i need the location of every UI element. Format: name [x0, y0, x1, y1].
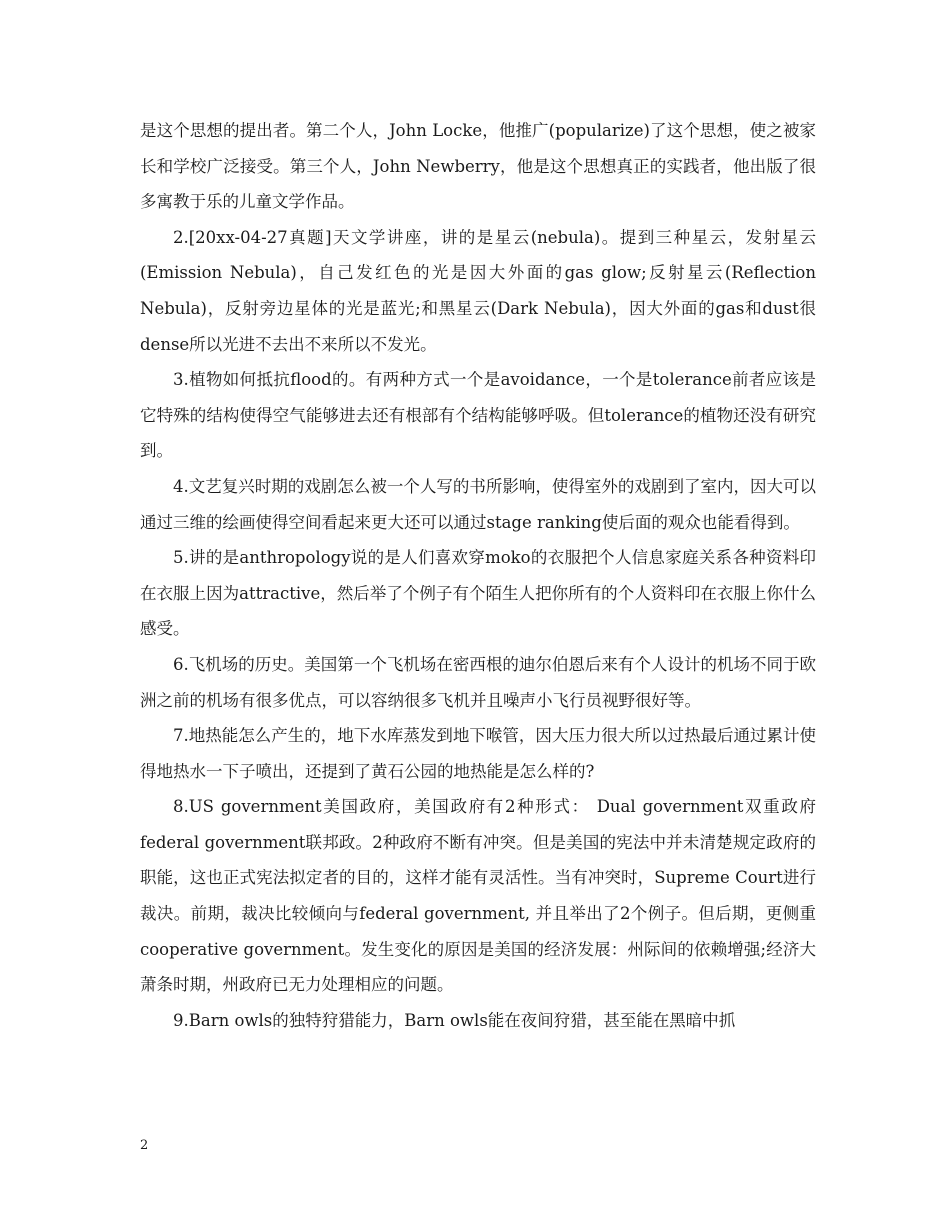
paragraph-item-3: 3.植物如何抵抗flood的。有两种方式一个是avoidance，一个是tolerance前者应该是它特殊的结构使得空气能够进去还有根部有个结构能够呼吸。但tolerance的植物还没有研究到。 — [140, 370, 816, 461]
page-number: 2 — [140, 1138, 149, 1153]
paragraph-item-2: 2.[20xx-04-27真题]天文学讲座，讲的是星云(nebula)。提到三种星云，发射星云(Emission Nebula)，自己发红色的光是因大外面的gas glow;反射星云(Reflection Nebula)，反射旁边星体的光是蓝光;和黑星云(Dark Nebula)，因大外面的gas和dust很dense所以光进不去出不来所以不发光。 — [140, 227, 816, 354]
paragraph-item-5: 5.讲的是anthropology说的是人们喜欢穿moko的衣服把个人信息家庭关系各种资料印在衣服上因为attractive，然后举了个例子有个陌生人把你所有的个人资料印在衣服上你什么感受。 — [140, 548, 816, 639]
paragraph-item-9: 9.Barn owls的独特狩猎能力，Barn owls能在夜间狩猎，甚至能在黑暗中抓 — [173, 1010, 736, 1030]
paragraph-item-4: 4.文艺复兴时期的戏剧怎么被一个人写的书所影响，使得室外的戏剧到了室内，因大可以通过三维的绘画使得空间看起来更大还可以通过stage ranking使后面的观众也能看得到。 — [140, 476, 816, 532]
paragraph-item-7: 7.地热能怎么产生的，地下水库蒸发到地下喉管，因大压力很大所以过热最后通过累计使得地热水一下子喷出，还提到了黄石公园的地热能是怎么样的? — [140, 726, 816, 781]
body-text — [140, 113, 816, 1038]
paragraph-continuation: 是这个思想的提出者。第二个人，John Locke，他推广(popularize)了这个思想，使之被家长和学校广泛接受。第三个人，John Newberry，他是这个思想真正的实践者，他出版了很多寓教于乐的儿童文学作品。 — [140, 121, 816, 212]
paragraph-item-8: 8.US government美国政府，美国政府有2种形式： Dual government双重政府federal government联邦政。2种政府不断有冲突。但是美国的宪法中并未清楚规定政府的职能，这也正式宪法拟定者的目的，这样才能有灵活性。当有冲突时，Supreme Court进行裁决。前期，裁决比较倾向与federal government, 并且举出了2个例子。但后期，更侧重cooperative government。发生变化的原因是美国的经济发展：州际间的依赖增强;经济大萧条时期，州政府已无力处理相应的问题。 — [140, 797, 816, 995]
paragraph-item-6: 6.飞机场的历史。美国第一个飞机场在密西根的迪尔伯恩后来有个人设计的机场不同于欧洲之前的机场有很多优点，可以容纳很多飞机并且噪声小飞行员视野很好等。 — [140, 654, 816, 710]
